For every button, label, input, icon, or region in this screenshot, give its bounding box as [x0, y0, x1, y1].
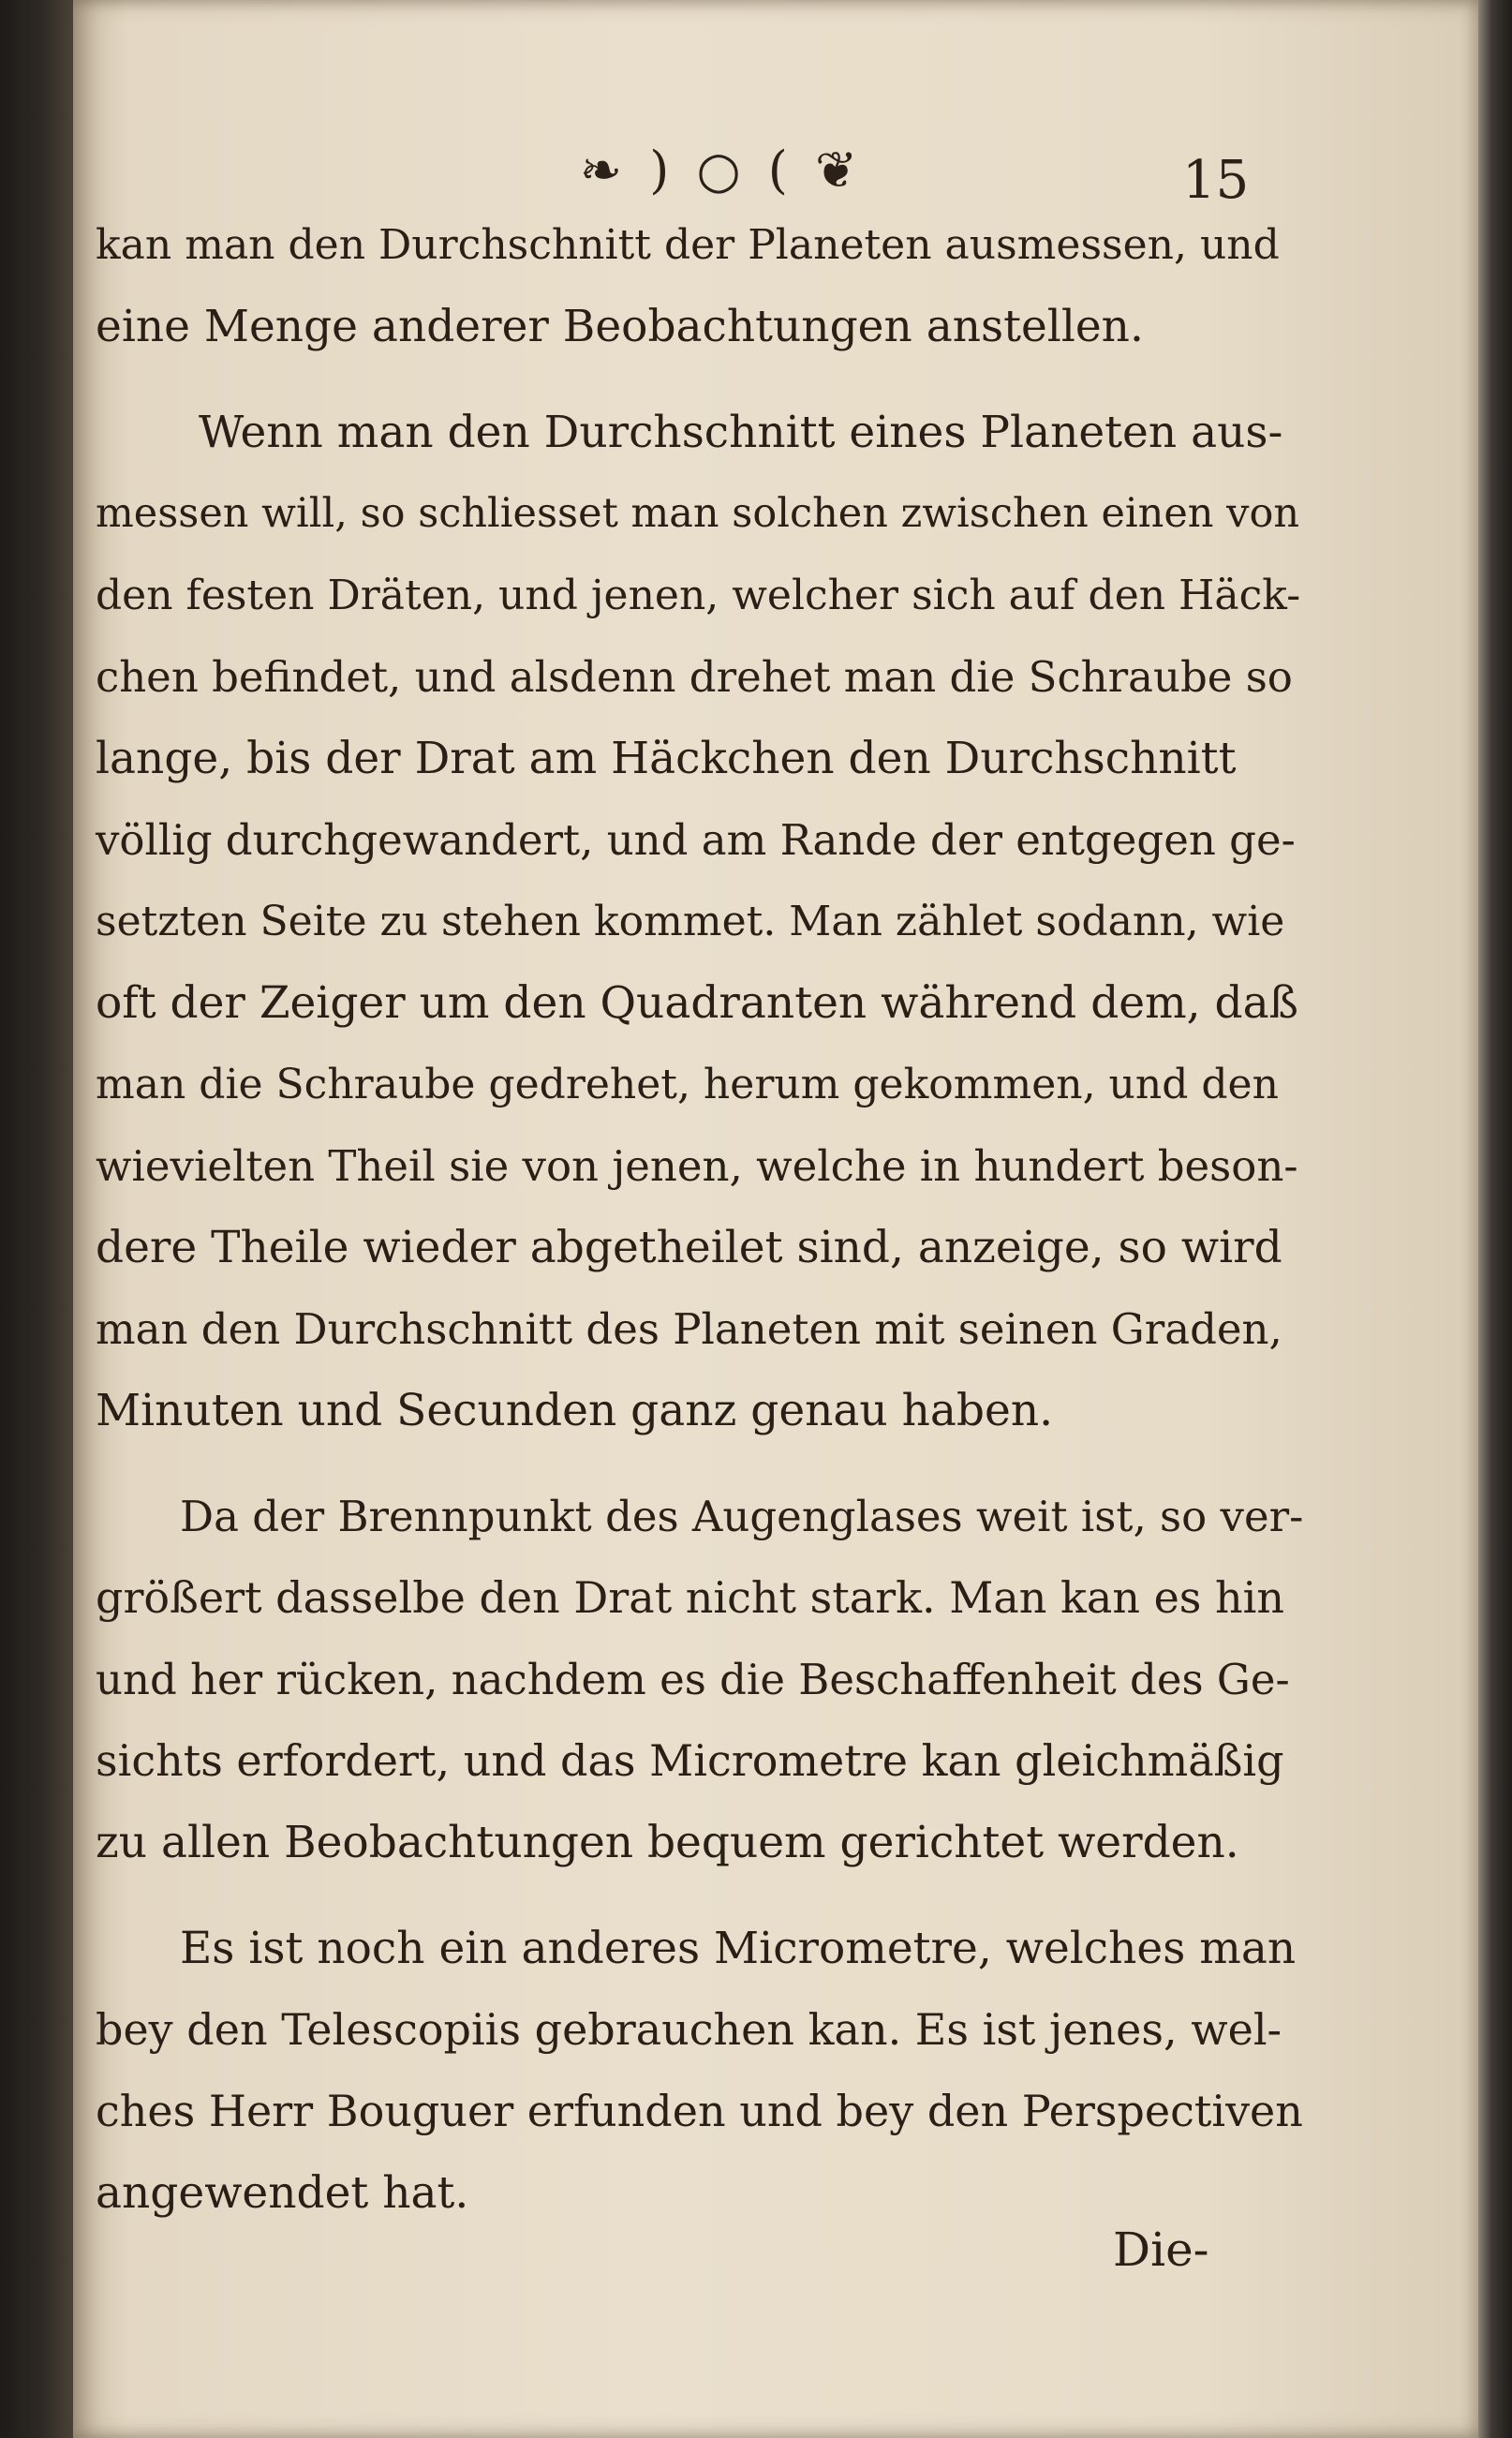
paragraph-2 [96, 392, 1301, 1451]
text-line: angewendet hat. [96, 2167, 469, 2219]
text-line: und her rücken, nachdem es die Beschaffenheit des Ge- [96, 1655, 1290, 1704]
text-line: Wenn man den Durchschnitt eines Planeten aus- [199, 407, 1283, 458]
text-line: man den Durchschnitt des Planeten mit seinen Graden, [96, 1304, 1282, 1354]
text-line: den festen Dräten, und jenen, welcher sich auf den Häck- [96, 572, 1301, 619]
text-line: völlig durchgewandert, und am Rande der entgegen ge- [96, 815, 1296, 865]
text-line: bey den Telescopiis gebrauchen kan. Es ist jenes, wel- [96, 2004, 1282, 2055]
text-line: sichts erfordert, und das Micrometre kan gleichmäßig [96, 1735, 1284, 1786]
text-line: zu allen Beobachtungen bequem gerichtet werden. [96, 1817, 1239, 1868]
text-line: messen will, so schliesset man solchen zwischen einen von [96, 490, 1300, 537]
text-line: ches Herr Bouguer erfunden und bey den Perspectiven [96, 2086, 1303, 2136]
header-ornament: ❧ ) ○ ( ❦ [579, 141, 864, 200]
paragraph-4 [96, 1908, 1303, 2234]
book-binding-gutter [0, 0, 73, 2438]
text-line: eine Menge anderer Beobachtungen anstellen. [96, 301, 1144, 352]
text-line: lange, bis der Drat am Häckchen den Durchschnitt [96, 733, 1237, 784]
page-right-edge [1478, 0, 1512, 2438]
paragraph-3 [96, 1476, 1304, 1883]
text-line: größert dasselbe den Drat nicht stark. Man kan es hin [96, 1572, 1284, 1623]
text-line: Da der Brennpunkt des Augenglases weit ist, so ver- [180, 1492, 1304, 1541]
catchword: Die- [1113, 2222, 1209, 2277]
text-line: wievielten Theil sie von jenen, welche in hundert beson- [96, 1141, 1298, 1191]
text-line: man die Schraube gedrehet, herum gekommen, und den [96, 1061, 1279, 1108]
paragraph-1 [96, 204, 1295, 367]
page-number: 15 [1182, 150, 1250, 211]
body-text [96, 204, 1304, 2234]
text-line: oft der Zeiger um den Quadranten während dem, daß [96, 977, 1299, 1029]
text-line: chen befindet, und alsdenn drehet man die Schraube so [96, 652, 1293, 702]
text-line: kan man den Durchschnitt der Planeten ausmessen, und [96, 221, 1280, 269]
text-line: setzten Seite zu stehen kommet. Man zählet sodann, wie [96, 898, 1285, 945]
text-line: Minuten und Secunden ganz genau haben. [96, 1385, 1054, 1436]
text-line: dere Theile wieder abgetheilet sind, anzeige, so wird [96, 1222, 1282, 1273]
text-line: Es ist noch ein anderes Micrometre, welches man [180, 1923, 1297, 1974]
